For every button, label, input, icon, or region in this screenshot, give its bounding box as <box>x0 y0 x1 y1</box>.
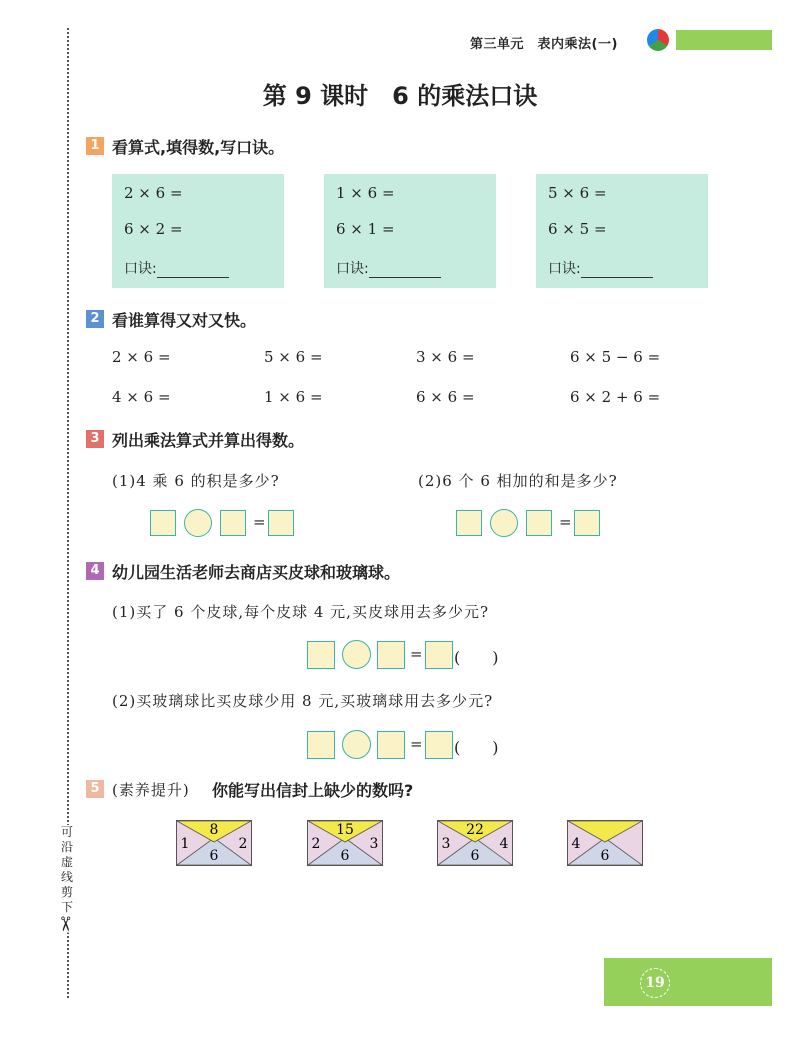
q1-box-1-line1: 2 × 6 = <box>124 184 183 202</box>
q1-number: 1 <box>86 137 104 155</box>
q2-expr: 2 × 6 = <box>112 348 171 366</box>
env-top: 15 <box>336 822 354 838</box>
q5-number: 5 <box>86 780 104 798</box>
answer-square[interactable] <box>526 510 552 536</box>
env-top: 22 <box>466 822 484 838</box>
page-title: 第 9 课时 6 的乘法口诀 <box>262 82 538 110</box>
equals-sign: = <box>253 513 266 531</box>
env-bottom: 6 <box>600 848 610 864</box>
operator-circle[interactable] <box>184 509 212 537</box>
answer-square[interactable] <box>150 510 176 536</box>
unit-paren: ( ) <box>454 648 499 667</box>
q2-expr: 3 × 6 = <box>416 348 475 366</box>
q1-box-3-line1: 5 × 6 = <box>548 184 607 202</box>
env-left: 3 <box>441 836 451 852</box>
q1-box-2-label: 口诀: <box>336 261 369 277</box>
q5-prompt-a: (素养提升) <box>112 781 190 799</box>
q2-expr: 1 × 6 = <box>264 388 323 406</box>
equals-sign: = <box>559 513 572 531</box>
env-left: 4 <box>571 836 581 852</box>
q1-prompt: 看算式,填得数,写口诀。 <box>112 138 285 157</box>
q1-box-2-line2: 6 × 1 = <box>336 220 395 238</box>
q3-number: 3 <box>86 430 104 448</box>
q1-box-3-line2: 6 × 5 = <box>548 220 607 238</box>
env-right: 3 <box>369 836 379 852</box>
q4-sub2: (2)买玻璃球比买皮球少用 8 元,买玻璃球用去多少元? <box>112 692 494 710</box>
envelope <box>176 820 252 866</box>
q2-expr: 6 × 5 − 6 = <box>570 348 661 366</box>
q2-expr: 5 × 6 = <box>264 348 323 366</box>
operator-circle[interactable] <box>342 730 371 759</box>
answer-square[interactable] <box>307 731 335 759</box>
q1-box-2 <box>324 174 496 288</box>
operator-circle[interactable] <box>490 509 518 537</box>
q2-number: 2 <box>86 310 104 328</box>
env-right: 4 <box>499 836 509 852</box>
q1-box-1-label: 口诀: <box>124 261 157 277</box>
equals-sign: = <box>410 735 423 753</box>
answer-square[interactable] <box>307 641 335 669</box>
env-bottom: 6 <box>340 848 350 864</box>
unit-paren: ( ) <box>454 738 499 757</box>
q2-expr: 4 × 6 = <box>112 388 171 406</box>
q4-prompt: 幼儿园生活老师去商店买皮球和玻璃球。 <box>112 563 401 582</box>
header-bar <box>676 30 772 50</box>
answer-square[interactable] <box>574 510 600 536</box>
answer-square[interactable] <box>377 731 405 759</box>
answer-square[interactable] <box>220 510 246 536</box>
q2-prompt: 看谁算得又对又快。 <box>112 311 257 330</box>
env-left: 2 <box>311 836 321 852</box>
q3-prompt: 列出乘法算式并算出得数。 <box>112 431 305 450</box>
pie-icon <box>647 29 669 51</box>
env-top: 8 <box>209 822 219 838</box>
page-number: 19 <box>640 968 670 998</box>
answer-square[interactable] <box>268 510 294 536</box>
answer-square[interactable] <box>425 731 453 759</box>
q3-sub1: (1)4 乘 6 的积是多少? <box>112 472 280 490</box>
envelope <box>307 820 383 866</box>
envelope <box>437 820 513 866</box>
scissors-icon: ✂ <box>53 915 78 933</box>
answer-blank[interactable] <box>581 263 653 278</box>
answer-square[interactable] <box>377 641 405 669</box>
q2-expr: 6 × 2 + 6 = <box>570 388 661 406</box>
answer-square[interactable] <box>425 641 453 669</box>
q5-prompt-b: 你能写出信封上缺少的数吗? <box>212 781 414 800</box>
q1-box-1-line2: 6 × 2 = <box>124 220 183 238</box>
answer-blank[interactable] <box>157 263 229 278</box>
q4-sub1: (1)买了 6 个皮球,每个皮球 4 元,买皮球用去多少元? <box>112 603 489 621</box>
q1-box-1 <box>112 174 284 288</box>
env-right: 2 <box>238 836 248 852</box>
q2-expr: 6 × 6 = <box>416 388 475 406</box>
q1-box-3-label: 口诀: <box>548 261 581 277</box>
cut-hint: 可沿虚线剪下 <box>56 825 78 915</box>
env-bottom: 6 <box>470 848 480 864</box>
answer-blank[interactable] <box>369 263 441 278</box>
unit-label: 第三单元 表内乘法(一) <box>470 37 618 52</box>
answer-square[interactable] <box>456 510 482 536</box>
q1-box-2-line1: 1 × 6 = <box>336 184 395 202</box>
operator-circle[interactable] <box>342 640 371 669</box>
q3-sub2: (2)6 个 6 相加的和是多少? <box>418 472 618 490</box>
equals-sign: = <box>410 645 423 663</box>
envelope <box>567 820 643 866</box>
footer-bar <box>604 958 772 1006</box>
env-bottom: 6 <box>209 848 219 864</box>
q1-box-3 <box>536 174 708 288</box>
q4-number: 4 <box>86 562 104 580</box>
env-left: 1 <box>180 836 190 852</box>
